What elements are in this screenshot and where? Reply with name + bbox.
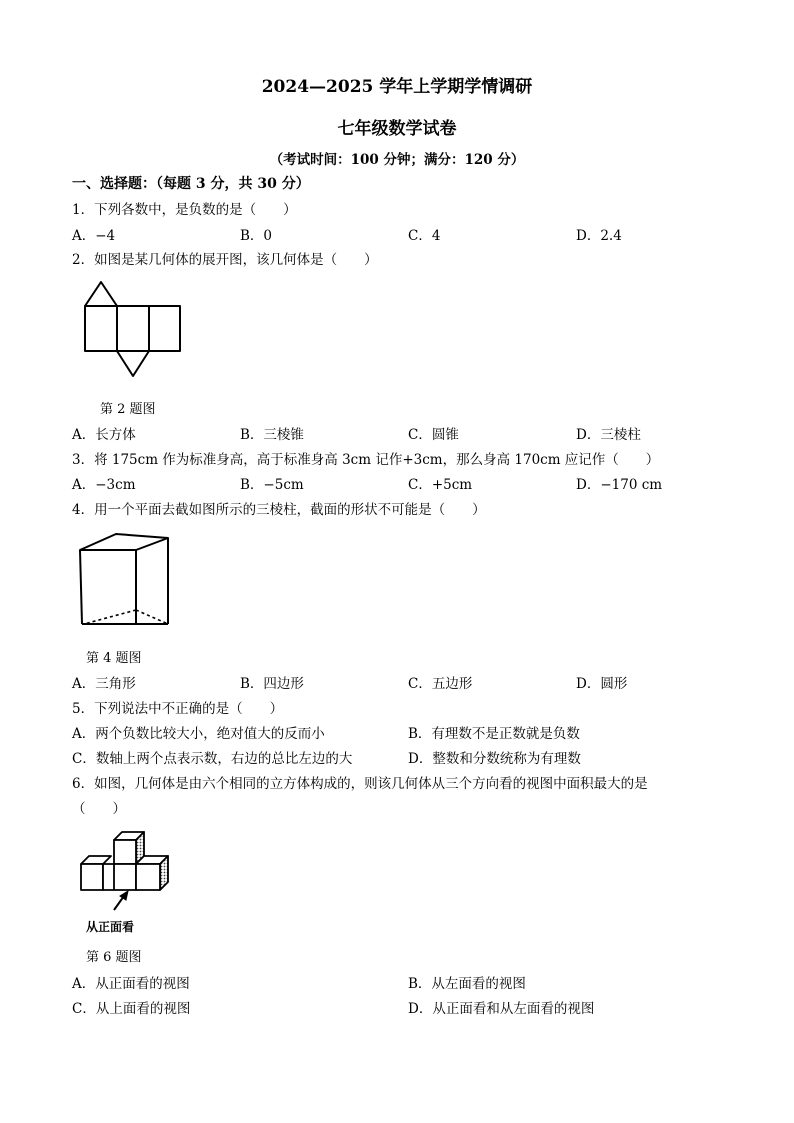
question-2-option-c: C．圆锥 — [408, 427, 459, 443]
figure-4-caption: 第 4 题图 — [86, 651, 142, 666]
question-6-stem-continued: （ ） — [72, 801, 126, 817]
question-2-stem: 2．如图是某几何体的展开图，该几何体是（ ） — [72, 252, 378, 268]
question-3-option-a: A．−3cm — [72, 477, 136, 493]
question-5-option-c: C．数轴上两个点表示数，右边的总比左边的大 — [72, 751, 353, 767]
question-2-option-a: A．长方体 — [72, 427, 136, 443]
exam-info: （考试时间：100 分钟；满分：120 分） — [269, 152, 525, 168]
question-4-option-b: B．四边形 — [240, 676, 304, 692]
question-1-option-d: D．2.4 — [576, 228, 622, 244]
figure-6-caption: 第 6 题图 — [86, 950, 142, 965]
question-1-option-c: C．4 — [408, 228, 441, 244]
triangular-prism-net-figure — [80, 276, 190, 384]
question-4-option-c: C．五边形 — [408, 676, 473, 692]
exam-title: 2024—2025 学年上学期学情调研 — [261, 77, 533, 97]
question-5-option-a: A．两个负数比较大小，绝对值大的反而小 — [72, 726, 325, 742]
question-2-option-d: D．三棱柱 — [576, 427, 641, 443]
question-5-stem: 5．下列说法中不正确的是（ ） — [72, 701, 284, 717]
figure-2-caption: 第 2 题图 — [100, 402, 156, 417]
question-1-option-b: B．0 — [240, 228, 273, 244]
cube-stack-figure — [76, 826, 176, 914]
section-heading: 一、选择题：（每题 3 分，共 30 分） — [72, 176, 310, 192]
question-1-option-a: A．−4 — [72, 228, 116, 244]
question-6-option-b: B．从左面看的视图 — [408, 976, 526, 992]
question-3-option-c: C．+5cm — [408, 477, 473, 493]
question-3-stem: 3．将 175cm 作为标准身高，高于标准身高 3cm 记作+3cm，那么身高 170cm 应记作（ ） — [72, 452, 660, 468]
exam-subtitle: 七年级数学试卷 — [337, 119, 457, 139]
question-4-stem: 4．用一个平面去截如图所示的三棱柱，截面的形状不可能是（ ） — [72, 502, 486, 518]
question-6-option-c: C．从上面看的视图 — [72, 1001, 191, 1017]
question-5-option-b: B．有理数不是正数就是负数 — [408, 726, 580, 742]
question-1-stem: 1．下列各数中，是负数的是（ ） — [72, 202, 297, 218]
figure-6-view-label: 从正面看 — [86, 920, 135, 934]
question-2-option-b: B．三棱锥 — [240, 427, 304, 443]
question-6-stem: 6．如图，几何体是由六个相同的立方体构成的，则该几何体从三个方向看的视图中面积最大的是 — [72, 776, 648, 792]
question-3-option-b: B．−5cm — [240, 477, 304, 493]
question-6-option-a: A．从正面看的视图 — [72, 976, 190, 992]
question-4-option-d: D．圆形 — [576, 676, 628, 692]
question-5-option-d: D．整数和分数统称为有理数 — [408, 751, 581, 767]
question-3-option-d: D．−170 cm — [576, 477, 663, 493]
triangular-prism-figure — [76, 528, 176, 630]
question-6-option-d: D．从正面看和从左面看的视图 — [408, 1001, 595, 1017]
question-4-option-a: A．三角形 — [72, 676, 136, 692]
